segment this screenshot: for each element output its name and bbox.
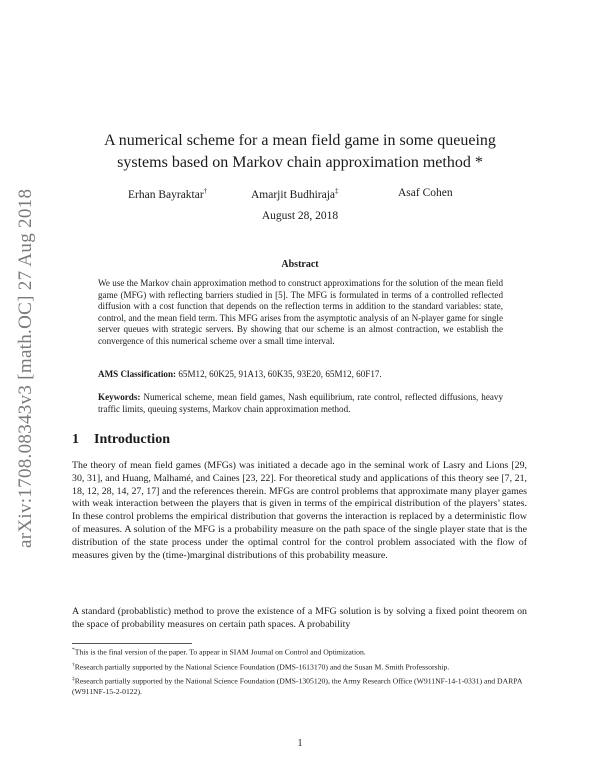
author-name: Asaf Cohen [398,187,453,199]
footnotes [72,645,527,699]
footnote-mark: * [72,647,75,653]
arxiv-identifier-stamp: arXiv:1708.08343v3 [math.OC] 27 Aug 2018 [15,188,36,548]
footnote-text: Research partially supported by the National Science Foundation (DMS-1613170) and the Susan M. Smith Professorship. [74,662,450,672]
ams-value: 65M12, 60K25, 91A13, 60K35, 93E20, 65M12, 60F17. [178,369,382,379]
section-heading [72,432,170,448]
abstract-heading: Abstract [281,259,319,270]
keywords [98,392,503,415]
author-name: Erhan Bayraktar [128,188,204,201]
keywords-value: Numerical scheme, mean field games, Nash equilibrium, rate control, reflected diffusions, heavy traffic limits, queuing systems, Markov chain approximation method. [98,392,503,414]
abstract-body: We use the Markov chain approximation method to construct approximations for the solution of the mean field game (MFG) with reflecting barriers studied in [5]. The MFG is formulated in terms of a controlled reflected diffusion with a cost function that depends on the reflection terms in addition to the standard variables: state, control, and the mean field term. This MFG arises from the asymptotic analysis of an N-player game for single server queues with strategic servers. By showing that our scheme is an almost contraction, we establish the convergence of this numerical scheme over a small time interval. [98,278,503,346]
page-number: 1 [297,738,303,749]
section-title: Introduction [94,432,170,447]
title-line-2: systems based on Markov chain approximation method * [117,154,483,171]
footnote [72,645,527,658]
author-2 [251,187,339,201]
author-mark: † [203,187,208,195]
footnote-mark: ‡ [72,676,75,683]
paper-title [60,130,540,174]
ams-classification [98,369,503,381]
section-number: 1 [72,432,79,447]
footnote-text: This is the final version of the paper. To appear in SIAM Journal on Control and Optimization. [74,647,366,657]
footnote [72,660,527,673]
footnote-mark: † [72,661,75,668]
intro-paragraph-1: The theory of mean field games (MFGs) was initiated a decade ago in the seminal work of Lasry and Lions [29, 30, 31], and Huang, Malhamé, and Caines [23, 22]. For theoretical study and applications of this theory see [7, 21, 18, 12, 28, 14, 27, 17] and the references therein. MFGs are control problems that approximate many player games with weak interaction between the players that is given in terms of the empirical distribution of the players’ states. In these control problems the empirical distribution that governs the interaction is replaced by a deterministic flow of measures. A solution of the MFG is a probability measure on the path space of the single player state that is the distribution of the state process under the optimal control for the control problem associated with the flow of measures given by the (time-)marginal distributions of this probability measure. [72,460,527,561]
paper-date: August 28, 2018 [261,210,339,222]
keywords-label: Keywords: [98,392,141,402]
footnote-divider [72,643,192,644]
intro-paragraph-2: A standard (probablistic) method to prove the existence of a MFG solution is by solving a fixed point theorem on the space of probability measures on certain path spaces. A probability [72,606,527,630]
title-line-1: A numerical scheme for a mean field game in some queueing [104,132,496,149]
author-mark: ‡ [335,187,339,195]
footnote [72,674,527,697]
author-1 [128,187,207,201]
author-3 [398,187,453,199]
author-name: Amarjit Budhiraja [251,188,335,201]
ams-label: AMS Classification: [98,369,177,379]
footnote-text: Research partially supported by the National Science Foundation (DMS-1305120), the Army Research Office (W911NF-14-1-0331) and DARPA (W911NF-15-2-0122). [72,676,522,696]
